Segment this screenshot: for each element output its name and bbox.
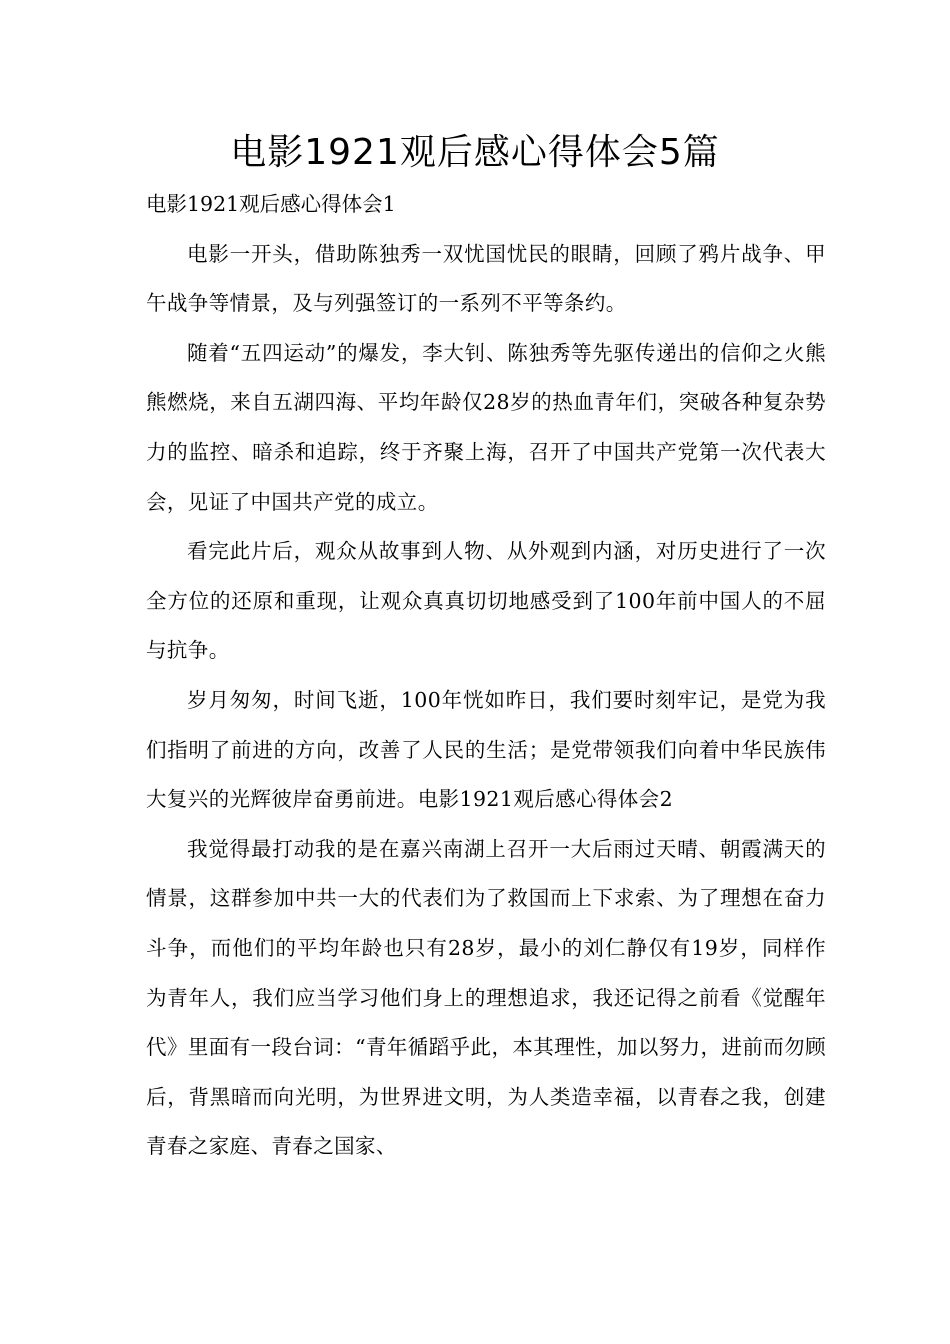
paragraph: 岁月匆匆，时间飞逝，100年恍如昨日，我们要时刻牢记，是党为我们指明了前进的方向，改善了人民的生活；是党带领我们向着中华民族伟大复兴的光辉彼岸奋勇前进。电影1921观后感心得体会2 (146, 687, 826, 812)
document-body (146, 180, 826, 1172)
paragraph: 看完此片后，观众从故事到人物、从外观到内涵，对历史进行了一次全方位的还原和重现，让观众真真切切地感受到了100年前中国人的不屈与抗争。 (146, 539, 826, 663)
document-title: 电影1921观后感心得体会5篇 (230, 132, 720, 173)
paragraph: 电影一开头，借助陈独秀一双忧国忧民的眼睛，回顾了鸦片战争、甲午战争等情景，及与列强签订的一系列不平等条约。 (146, 241, 826, 316)
paragraph: 我觉得最打动我的是在嘉兴南湖上召开一大后雨过天晴、朝霞满天的情景，这群参加中共一大的代表们为了救国而上下求索、为了理想在奋力斗争，而他们的平均年龄也只有28岁，最小的刘仁静仅有19岁，同样作为青年人，我们应当学习他们身上的理想追求，我还记得之前看《觉醒年代》里面有一段台词：“青年循蹈乎此，本其理性，加以努力，进前而勿顾后，背黑暗而向光明，为世界进文明，为人类造幸福，以青春之我，创建青春之家庭、青春之国家、 (146, 836, 826, 1159)
paragraph: 随着“五四运动”的爆发，李大钊、陈独秀等先驱传递出的信仰之火熊熊燃烧，来自五湖四海、平均年龄仅28岁的热血青年们，突破各种复杂势力的监控、暗杀和追踪，终于齐聚上海，召开了中国共产党第一次代表大会，见证了中国共产党的成立。 (146, 340, 826, 514)
section-heading: 电影1921观后感心得体会1 (146, 192, 396, 216)
